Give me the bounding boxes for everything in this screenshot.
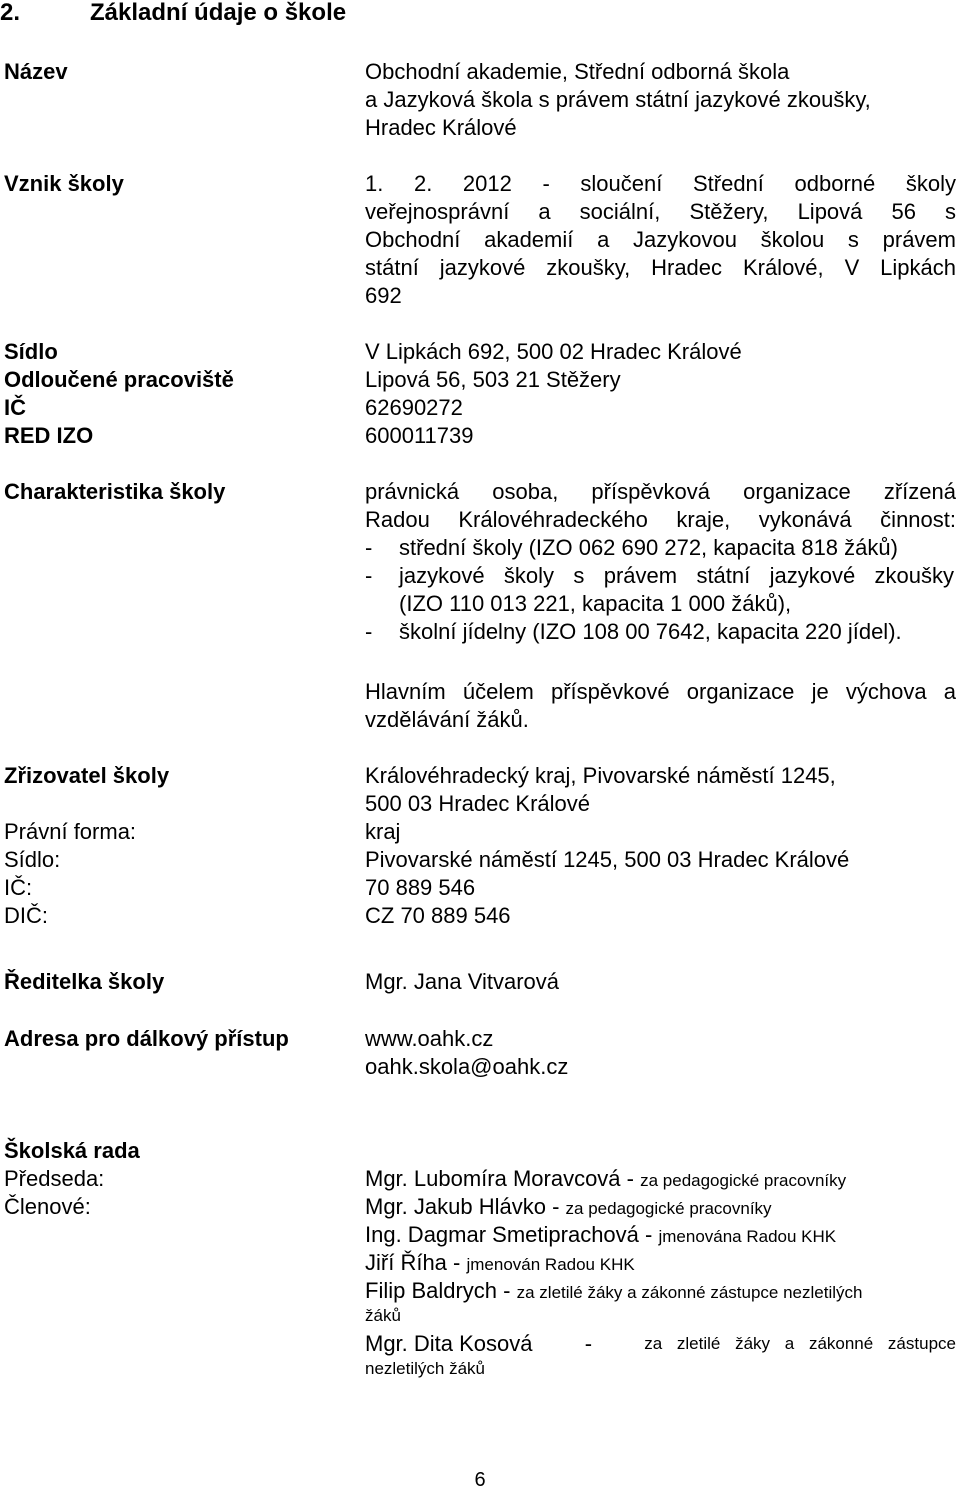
pravni-forma-label: Právní forma: — [4, 819, 137, 844]
rada-member — [365, 1277, 862, 1307]
rada-member — [365, 1193, 772, 1223]
vznik-line-1: 1. 2. 2012 - sloučení Střední odborné školy — [365, 171, 956, 196]
odloucene-label: Odloučené pracoviště — [4, 367, 234, 392]
member-note: za pedagogické pracovníky — [640, 1171, 847, 1190]
redizo-label: RED IZO — [4, 423, 94, 448]
charakteristika-label: Charakteristika školy — [4, 479, 226, 504]
sidlo-label: Sídlo — [4, 339, 58, 364]
ic-label: IČ — [4, 395, 26, 420]
adresa-label: Adresa pro dálkový přístup — [4, 1026, 289, 1051]
vznik-label: Vznik školy — [4, 171, 124, 196]
member-separator: - — [497, 1278, 517, 1303]
zrizovatel-line-2: 500 03 Hradec Králové — [365, 791, 591, 816]
nazev-label: Název — [4, 59, 68, 84]
member-note: za zletilé žáky a zákonné zástupce — [644, 1334, 956, 1353]
clenove-label: Členové: — [4, 1194, 91, 1219]
zrizovatel-ic-label: IČ: — [4, 875, 33, 900]
ic-value: 62690272 — [365, 395, 463, 420]
member-note-continuation: žáků — [365, 1306, 401, 1325]
list-dash: - — [365, 619, 373, 644]
vznik-line-4: státní jazykové zkoušky, Hradec Králové, V Lipkách — [365, 255, 956, 280]
member-name: Filip Baldrych — [365, 1278, 498, 1303]
zrizovatel-line-1: Královéhradecký kraj, Pivovarské náměstí 1245, — [365, 763, 836, 788]
member-separator: - — [545, 1194, 566, 1219]
reditelka-label: Ředitelka školy — [4, 969, 165, 994]
purpose-line-2: vzdělávání žáků. — [365, 707, 529, 732]
list-dash: - — [365, 535, 373, 560]
redizo-value: 600011739 — [365, 423, 474, 448]
vznik-line-5: 692 — [365, 283, 402, 308]
zrizovatel-label: Zřizovatel školy — [4, 763, 170, 788]
list-item-text: jazykové školy s právem státní jazykové zkoušky — [399, 563, 954, 588]
rada-member — [365, 1330, 956, 1358]
member-name: Mgr. Dita Kosová — [365, 1331, 533, 1356]
rada-member — [365, 1221, 836, 1251]
nazev-line-1: Obchodní akademie, Střední odborná škola — [365, 59, 790, 84]
list-item-text: střední školy (IZO 062 690 272, kapacita 818 žáků) — [399, 535, 898, 560]
section-title: Základní údaje o škole — [90, 0, 347, 26]
reditelka-value: Mgr. Jana Vitvarová — [365, 969, 560, 994]
member-name: Mgr. Lubomíra Moravcová — [365, 1166, 621, 1191]
member-separator: - — [620, 1166, 641, 1191]
pravni-forma-value: kraj — [365, 819, 401, 844]
rada-member — [365, 1249, 635, 1279]
member-note: jmenována Radou KHK — [658, 1227, 837, 1246]
predseda-label: Předseda: — [4, 1166, 105, 1191]
member-name: Jiří Říha — [365, 1250, 447, 1275]
zrizovatel-ic-value: 70 889 546 — [365, 875, 476, 900]
list-item-text: (IZO 110 013 221, kapacita 1 000 žáků), — [399, 591, 792, 616]
list-item-continuation — [365, 590, 791, 618]
charakteristika-line-1: právnická osoba, příspěvková organizace zřízená — [365, 479, 956, 504]
rada-title: Školská rada — [4, 1138, 140, 1163]
member-note-continuation: nezletilých žáků — [365, 1359, 486, 1378]
nazev-line-3: Hradec Králové — [365, 115, 517, 140]
zrizovatel-dic-label: DIČ: — [4, 903, 48, 928]
vznik-line-3: Obchodní akademií a Jazykovou školou s právem — [365, 227, 956, 252]
member-note: jmenován Radou KHK — [466, 1255, 635, 1274]
member-separator: - — [446, 1250, 467, 1275]
member-note: za pedagogické pracovníky — [565, 1199, 772, 1218]
vznik-line-2: veřejnosprávní a sociální, Stěžery, Lipová 56 s — [365, 199, 956, 224]
purpose-line-1: Hlavním účelem příspěvkové organizace je výchova a — [365, 679, 956, 704]
list-item — [365, 534, 898, 562]
sidlo-value: V Lipkách 692, 500 02 Hradec Králové — [365, 339, 742, 364]
zrizovatel-dic-value: CZ 70 889 546 — [365, 903, 511, 928]
charakteristika-line-2: Radou Královéhradeckého kraje, vykonává činnost: — [365, 507, 956, 532]
zrizovatel-sidlo-label: Sídlo: — [4, 847, 61, 872]
member-name: Mgr. Jakub Hlávko — [365, 1194, 546, 1219]
member-separator: - — [638, 1222, 659, 1247]
member-separator: - — [584, 1331, 593, 1356]
odloucene-value: Lipová 56, 503 21 Stěžery — [365, 367, 621, 392]
member-note: za zletilé žáky a zákonné zástupce nezletilých — [516, 1283, 863, 1302]
email-link[interactable]: oahk.skola@oahk.cz — [365, 1054, 569, 1079]
member-name: Ing. Dagmar Smetiprachová — [365, 1222, 639, 1247]
zrizovatel-sidlo-value: Pivovarské náměstí 1245, 500 03 Hradec Králové — [365, 847, 850, 872]
section-number: 2. — [0, 0, 21, 26]
list-item — [365, 562, 956, 590]
list-dash: - — [365, 563, 373, 588]
rada-member — [365, 1165, 846, 1195]
page-number: 6 — [474, 1469, 486, 1491]
web-link[interactable]: www.oahk.cz — [365, 1026, 494, 1051]
list-item-text: školní jídelny (IZO 108 00 7642, kapacita 220 jídel). — [399, 619, 902, 644]
list-item — [365, 618, 902, 646]
nazev-line-2: a Jazyková škola s právem státní jazykové zkoušky, — [365, 87, 871, 112]
